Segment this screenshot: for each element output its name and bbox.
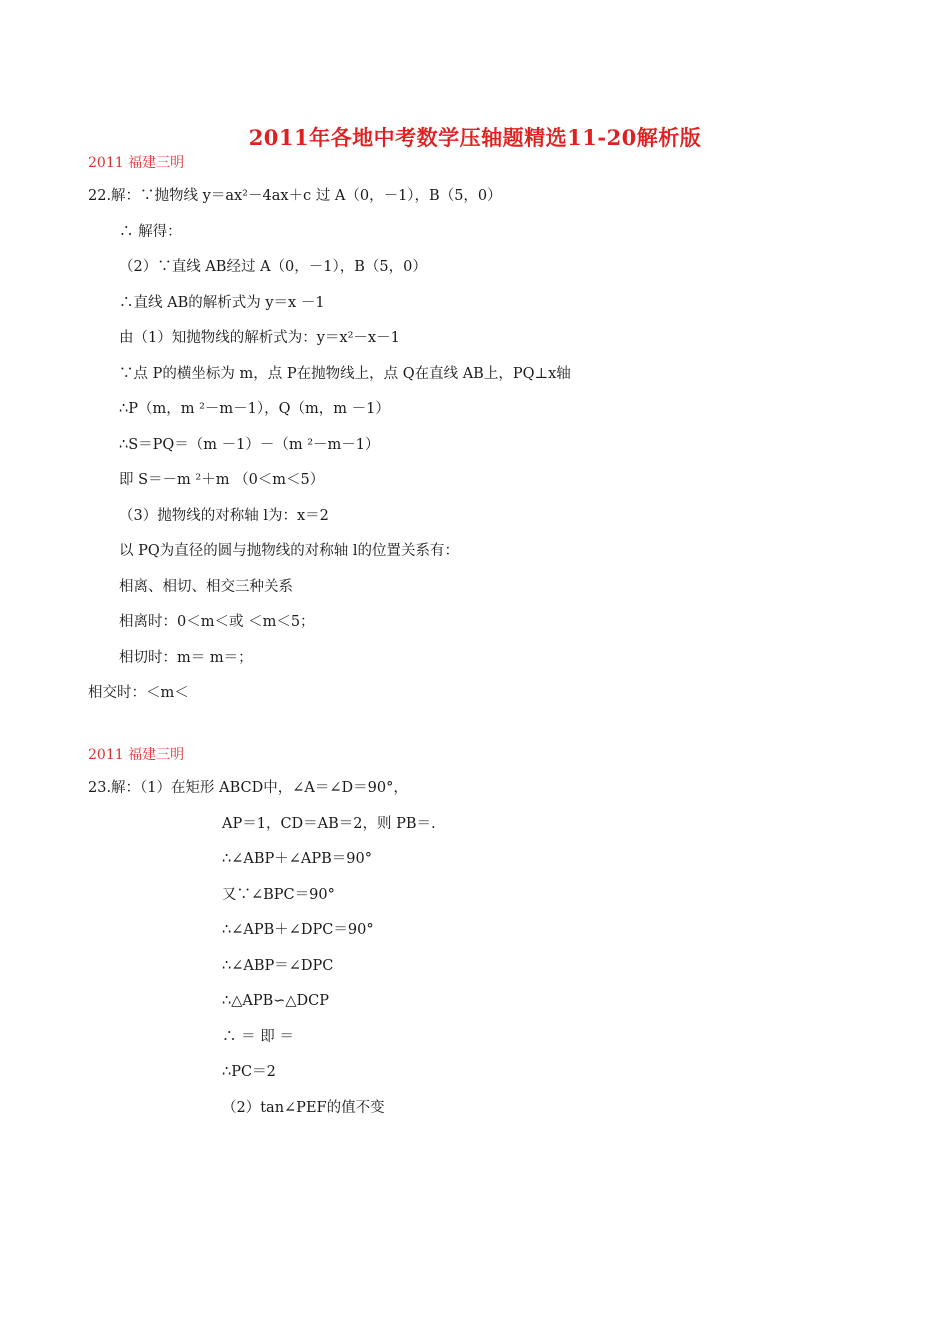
solution-line: （3）抛物线的对称轴 l为：x＝2 bbox=[119, 508, 329, 524]
solution-line: 又∵∠BPC＝90° bbox=[222, 887, 335, 903]
solution-line: 相离时：0＜m＜或 ＜m＜5； bbox=[119, 614, 315, 630]
solution-line: 以 PQ为直径的圆与抛物线的对称轴 l的位置关系有： bbox=[119, 543, 459, 559]
solution-line: （2）tan∠PEF的值不变 bbox=[222, 1100, 385, 1116]
solution-line: ∴∠ABP＝∠DPC bbox=[222, 958, 334, 974]
section-source-label: 2011 福建三明 bbox=[88, 747, 185, 763]
solution-line: ∴ 解得： bbox=[119, 224, 182, 240]
solution-line: 即 S＝－m ²＋m （0＜m＜5） bbox=[119, 472, 325, 488]
solution-line: 相离、相切、相交三种关系 bbox=[119, 579, 293, 595]
solution-line: 23.解：（1）在矩形 ABCD中，∠A＝∠D＝90°， bbox=[88, 780, 408, 796]
section-source-label: 2011 福建三明 bbox=[88, 155, 185, 171]
solution-line: ∵点 P的横坐标为 m，点 P在抛物线上，点 Q在直线 AB上，PQ⊥x轴 bbox=[119, 366, 571, 382]
solution-line: ∴∠ABP＋∠APB＝90° bbox=[222, 851, 372, 867]
solution-line: ∴直线 AB的解析式为 y＝x －1 bbox=[119, 295, 325, 311]
solution-line: （2）∵直线 AB经过 A（0，－1），B（5，0） bbox=[119, 259, 427, 275]
solution-line: ∴P（m，m ²－m－1），Q（m，m －1） bbox=[119, 401, 390, 417]
solution-line: ∴ ＝ 即 ＝ bbox=[222, 1029, 294, 1045]
document-title: 2011年各地中考数学压轴题精选11-20解析版 bbox=[248, 125, 702, 150]
solution-line: ∴S＝PQ＝（m －1）－（m ²－m－1） bbox=[119, 437, 380, 453]
solution-line: ∴∠APB＋∠DPC＝90° bbox=[222, 922, 374, 938]
solution-line: 由（1）知抛物线的解析式为：y＝x²－x－1 bbox=[119, 330, 400, 346]
solution-line: 22.解：∵抛物线 y＝ax²－4ax＋c 过 A（0，－1），B（5，0） bbox=[88, 188, 502, 204]
solution-line: ∴△APB∽△DCP bbox=[222, 993, 330, 1009]
solution-line: 相切时：m＝ m＝； bbox=[119, 650, 253, 666]
solution-line: 相交时：＜m＜ bbox=[88, 685, 189, 701]
solution-line: ∴PC＝2 bbox=[222, 1064, 276, 1080]
solution-line: AP＝1，CD＝AB＝2，则 PB＝. bbox=[222, 816, 436, 832]
